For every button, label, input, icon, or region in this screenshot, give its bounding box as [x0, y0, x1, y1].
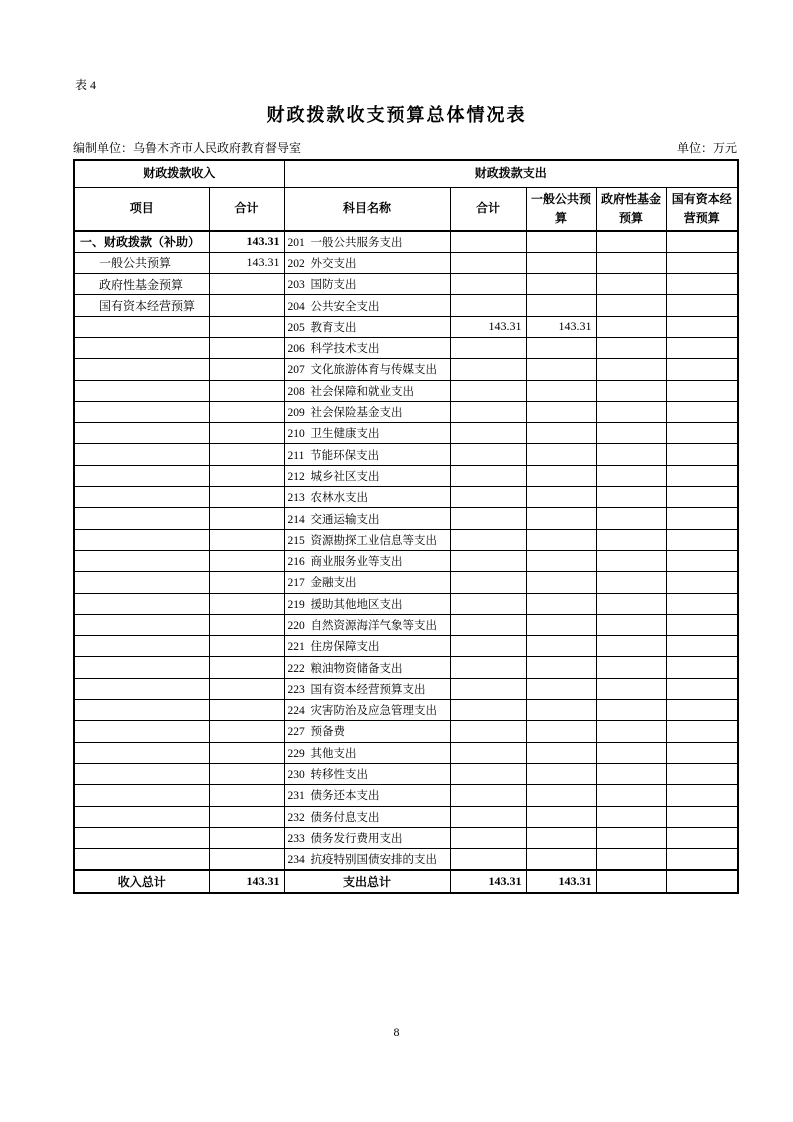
expense-govfund-budget-cell: [596, 614, 666, 635]
expense-general-budget-cell: [526, 380, 596, 401]
expense-govfund-budget-cell: [596, 785, 666, 806]
expense-subject-cell: 205 教育支出: [284, 316, 450, 337]
table-row: [74, 444, 738, 465]
income-item-cell: [74, 785, 209, 806]
expense-total-cell: [450, 508, 526, 529]
expense-subject-cell: 219 援助其他地区支出: [284, 593, 450, 614]
table-row: [74, 614, 738, 635]
expense-govfund-budget-cell: [596, 401, 666, 422]
income-item-cell: [74, 827, 209, 848]
expense-general-budget-cell: [526, 465, 596, 486]
expense-general-budget-cell: 143.31: [526, 316, 596, 337]
table-row: [74, 849, 738, 870]
expense-subject-cell: 203 国防支出: [284, 274, 450, 295]
income-item-cell: [74, 529, 209, 550]
expense-subject-cell: 234 抗疫特别国债安排的支出: [284, 849, 450, 870]
expense-total-cell: [450, 295, 526, 316]
unit-label: 单位：万元: [676, 141, 737, 155]
expense-govfund-budget-cell: [596, 252, 666, 273]
table-row: [74, 465, 738, 486]
expense-general-budget-cell: [526, 444, 596, 465]
expense-subject-cell: 209 社会保险基金支出: [284, 401, 450, 422]
income-item-cell: [74, 678, 209, 699]
expense-govfund-budget-cell: [596, 274, 666, 295]
income-item-cell: [74, 316, 209, 337]
expense-capital-budget-cell: [666, 572, 738, 593]
income-total-cell: [209, 678, 284, 699]
table-row: [74, 401, 738, 422]
page-title: 财政拨款收支预算总体情况表: [266, 105, 527, 125]
income-total-cell: [209, 274, 284, 295]
expense-capital-budget-cell: [666, 337, 738, 358]
expense-general-budget-cell: [526, 231, 596, 252]
table-row: [74, 636, 738, 657]
expense-general-budget-cell: [526, 700, 596, 721]
expense-capital-budget-cell: [666, 359, 738, 380]
expense-general-budget-cell: [526, 359, 596, 380]
income-total-cell: [209, 700, 284, 721]
expense-general-budget-cell: [526, 806, 596, 827]
income-total-cell: [209, 593, 284, 614]
expense-total-cell: [450, 465, 526, 486]
expense-total-cell: [450, 657, 526, 678]
table-row: [74, 763, 738, 784]
expense-govfund-budget-cell: [596, 465, 666, 486]
expense-subject-cell: 222 粮油物资储备支出: [284, 657, 450, 678]
expense-govfund-budget-cell: [596, 742, 666, 763]
expense-govfund-budget-cell: [596, 231, 666, 252]
income-item-cell: 政府性基金预算: [74, 274, 209, 295]
expense-general-budget-cell: [526, 763, 596, 784]
prepared-by-label: 编制单位：乌鲁木齐市人民政府教育督导室: [73, 141, 302, 155]
income-item-cell: [74, 380, 209, 401]
expense-subject-cell: 204 公共安全支出: [284, 295, 450, 316]
table-number-label: 表 4: [75, 78, 97, 92]
expense-capital-budget-cell: [666, 721, 738, 742]
table-row: [74, 529, 738, 550]
income-item-cell: [74, 337, 209, 358]
expense-general-budget-cell: [526, 636, 596, 657]
col-header-capital-budget: 国有资本经营预算: [666, 187, 738, 231]
income-item-cell: [74, 763, 209, 784]
expense-capital-budget-cell: [666, 487, 738, 508]
income-total-cell: [209, 380, 284, 401]
expense-general-budget-cell: [526, 593, 596, 614]
income-total-cell: [209, 444, 284, 465]
expense-total-cell: [450, 444, 526, 465]
expense-capital-budget-cell: [666, 316, 738, 337]
expense-total-cell: [450, 785, 526, 806]
expense-total-cell: [450, 593, 526, 614]
table-row: [74, 550, 738, 571]
total-row: [74, 870, 738, 893]
income-total-cell: [209, 636, 284, 657]
expense-govfund-budget-cell: [596, 550, 666, 571]
table-row: [74, 785, 738, 806]
expense-govfund-budget-cell: [596, 827, 666, 848]
expense-subject-cell: 227 预备费: [284, 721, 450, 742]
income-item-cell: 国有资本经营预算: [74, 295, 209, 316]
table-row: [74, 678, 738, 699]
expense-total-cell: [450, 380, 526, 401]
table-row: [74, 593, 738, 614]
expense-capital-budget-cell: [666, 423, 738, 444]
expense-total-cell: [450, 636, 526, 657]
col-header-income-total: 合计: [209, 187, 284, 231]
table-row: [74, 231, 738, 252]
expense-subject-cell: 231 债务还本支出: [284, 785, 450, 806]
expense-capital-budget-cell: [666, 444, 738, 465]
income-item-cell: [74, 508, 209, 529]
meta-row: [73, 139, 737, 156]
expense-total-cell: [450, 806, 526, 827]
expense-govfund-budget-cell: [596, 316, 666, 337]
expense-total-cell: [450, 550, 526, 571]
expense-capital-budget-cell: [666, 295, 738, 316]
income-item-cell: [74, 700, 209, 721]
expense-govfund-budget-cell: [596, 572, 666, 593]
col-header-subject: 科目名称: [284, 187, 450, 231]
expense-govfund-budget-cell: [596, 849, 666, 870]
expense-capital-budget-cell: [666, 508, 738, 529]
income-total-cell: [209, 337, 284, 358]
expense-subject-cell: 216 商业服务业等支出: [284, 550, 450, 571]
income-item-cell: [74, 636, 209, 657]
expense-total-cell: 143.31: [450, 316, 526, 337]
income-total-cell: [209, 614, 284, 635]
expense-govfund-budget-cell: [596, 657, 666, 678]
income-grand-total-value: 143.31: [209, 870, 284, 893]
income-item-cell: [74, 401, 209, 422]
income-total-cell: [209, 316, 284, 337]
table-row: [74, 572, 738, 593]
income-total-cell: [209, 550, 284, 571]
expense-govfund-budget-cell: [596, 423, 666, 444]
income-total-cell: [209, 849, 284, 870]
expense-grand-total-govfund: [596, 870, 666, 893]
expense-total-cell: [450, 614, 526, 635]
income-total-cell: [209, 359, 284, 380]
expense-govfund-budget-cell: [596, 337, 666, 358]
income-total-cell: [209, 806, 284, 827]
expense-group-header: 财政拨款支出: [284, 160, 738, 187]
income-item-cell: [74, 593, 209, 614]
expense-govfund-budget-cell: [596, 529, 666, 550]
income-total-cell: [209, 529, 284, 550]
expense-subject-cell: 223 国有资本经营预算支出: [284, 678, 450, 699]
table-row: [74, 380, 738, 401]
expense-total-cell: [450, 252, 526, 273]
expense-capital-budget-cell: [666, 849, 738, 870]
income-item-cell: [74, 359, 209, 380]
expense-subject-cell: 229 其他支出: [284, 742, 450, 763]
expense-grand-total-capital: [666, 870, 738, 893]
col-header-item: 项目: [74, 187, 209, 231]
expense-subject-cell: 210 卫生健康支出: [284, 423, 450, 444]
expense-subject-cell: 220 自然资源海洋气象等支出: [284, 614, 450, 635]
expense-total-cell: [450, 678, 526, 699]
expense-subject-cell: 230 转移性支出: [284, 763, 450, 784]
expense-general-budget-cell: [526, 274, 596, 295]
expense-subject-cell: 217 金融支出: [284, 572, 450, 593]
page-number: 8: [393, 1025, 400, 1039]
expense-general-budget-cell: [526, 423, 596, 444]
expense-capital-budget-cell: [666, 827, 738, 848]
table-row: [74, 657, 738, 678]
expense-capital-budget-cell: [666, 593, 738, 614]
income-item-cell: [74, 657, 209, 678]
expense-general-budget-cell: [526, 657, 596, 678]
table-row: [74, 721, 738, 742]
table-row: [74, 700, 738, 721]
expense-total-cell: [450, 359, 526, 380]
expense-subject-cell: 207 文化旅游体育与传媒支出: [284, 359, 450, 380]
income-total-cell: [209, 572, 284, 593]
income-total-cell: 143.31: [209, 252, 284, 273]
income-total-cell: [209, 295, 284, 316]
expense-subject-cell: 213 农林水支出: [284, 487, 450, 508]
col-header-expense-total: 合计: [450, 187, 526, 231]
expense-capital-budget-cell: [666, 529, 738, 550]
expense-subject-cell: 201 一般公共服务支出: [284, 231, 450, 252]
expense-capital-budget-cell: [666, 785, 738, 806]
table-row: [74, 274, 738, 295]
income-item-cell: [74, 742, 209, 763]
expense-capital-budget-cell: [666, 636, 738, 657]
expense-subject-cell: 214 交通运输支出: [284, 508, 450, 529]
expense-subject-cell: 233 债务发行费用支出: [284, 827, 450, 848]
expense-capital-budget-cell: [666, 550, 738, 571]
expense-general-budget-cell: [526, 508, 596, 529]
expense-subject-cell: 206 科学技术支出: [284, 337, 450, 358]
expense-capital-budget-cell: [666, 252, 738, 273]
expense-total-cell: [450, 700, 526, 721]
expense-capital-budget-cell: [666, 401, 738, 422]
col-header-general-budget: 一般公共预算: [526, 187, 596, 231]
income-item-cell: [74, 614, 209, 635]
income-item-cell: [74, 572, 209, 593]
col-header-govfund-budget: 政府性基金预算: [596, 187, 666, 231]
income-item-cell: [74, 465, 209, 486]
expense-general-budget-cell: [526, 572, 596, 593]
expense-govfund-budget-cell: [596, 295, 666, 316]
table-row: [74, 295, 738, 316]
income-item-cell: [74, 550, 209, 571]
expense-govfund-budget-cell: [596, 700, 666, 721]
income-total-cell: [209, 508, 284, 529]
expense-subject-cell: 221 住房保障支出: [284, 636, 450, 657]
income-grand-total-label: 收入总计: [74, 870, 209, 893]
expense-govfund-budget-cell: [596, 487, 666, 508]
budget-table: [73, 159, 739, 894]
expense-general-budget-cell: [526, 849, 596, 870]
table-row: [74, 252, 738, 273]
income-total-cell: [209, 721, 284, 742]
expense-subject-cell: 211 节能环保支出: [284, 444, 450, 465]
expense-general-budget-cell: [526, 529, 596, 550]
income-total-cell: [209, 423, 284, 444]
expense-total-cell: [450, 827, 526, 848]
expense-capital-budget-cell: [666, 614, 738, 635]
income-total-cell: [209, 465, 284, 486]
table-row: [74, 508, 738, 529]
income-item-cell: 一、财政拨款（补助）: [74, 231, 209, 252]
expense-govfund-budget-cell: [596, 508, 666, 529]
expense-general-budget-cell: [526, 295, 596, 316]
expense-capital-budget-cell: [666, 657, 738, 678]
income-group-header: 财政拨款收入: [74, 160, 284, 187]
expense-general-budget-cell: [526, 742, 596, 763]
income-item-cell: [74, 487, 209, 508]
income-total-cell: [209, 487, 284, 508]
expense-total-cell: [450, 487, 526, 508]
expense-general-budget-cell: [526, 614, 596, 635]
expense-total-cell: [450, 763, 526, 784]
table-row: [74, 827, 738, 848]
expense-general-budget-cell: [526, 401, 596, 422]
expense-general-budget-cell: [526, 337, 596, 358]
expense-govfund-budget-cell: [596, 636, 666, 657]
expense-subject-cell: 208 社会保障和就业支出: [284, 380, 450, 401]
table-body: [74, 231, 738, 893]
income-item-cell: [74, 423, 209, 444]
expense-capital-budget-cell: [666, 678, 738, 699]
income-item-cell: [74, 806, 209, 827]
expense-grand-total-value: 143.31: [450, 870, 526, 893]
income-total-cell: 143.31: [209, 231, 284, 252]
expense-total-cell: [450, 401, 526, 422]
table-row: [74, 423, 738, 444]
expense-general-budget-cell: [526, 721, 596, 742]
expense-general-budget-cell: [526, 678, 596, 699]
income-item-cell: [74, 444, 209, 465]
expense-govfund-budget-cell: [596, 678, 666, 699]
expense-govfund-budget-cell: [596, 380, 666, 401]
expense-capital-budget-cell: [666, 274, 738, 295]
expense-govfund-budget-cell: [596, 806, 666, 827]
income-total-cell: [209, 401, 284, 422]
expense-govfund-budget-cell: [596, 593, 666, 614]
expense-capital-budget-cell: [666, 742, 738, 763]
expense-general-budget-cell: [526, 827, 596, 848]
table-row: [74, 487, 738, 508]
income-item-cell: [74, 849, 209, 870]
expense-subject-cell: 224 灾害防治及应急管理支出: [284, 700, 450, 721]
expense-total-cell: [450, 337, 526, 358]
expense-govfund-budget-cell: [596, 359, 666, 380]
table-row: [74, 742, 738, 763]
expense-subject-cell: 202 外交支出: [284, 252, 450, 273]
income-total-cell: [209, 742, 284, 763]
expense-total-cell: [450, 274, 526, 295]
expense-capital-budget-cell: [666, 231, 738, 252]
income-total-cell: [209, 657, 284, 678]
expense-grand-total-general: 143.31: [526, 870, 596, 893]
expense-total-cell: [450, 423, 526, 444]
expense-total-cell: [450, 742, 526, 763]
expense-general-budget-cell: [526, 252, 596, 273]
expense-subject-cell: 212 城乡社区支出: [284, 465, 450, 486]
table-row: [74, 359, 738, 380]
table-row: [74, 337, 738, 358]
income-item-cell: 一般公共预算: [74, 252, 209, 273]
expense-total-cell: [450, 849, 526, 870]
expense-general-budget-cell: [526, 550, 596, 571]
expense-total-cell: [450, 231, 526, 252]
expense-capital-budget-cell: [666, 465, 738, 486]
income-total-cell: [209, 763, 284, 784]
expense-general-budget-cell: [526, 487, 596, 508]
income-total-cell: [209, 827, 284, 848]
expense-govfund-budget-cell: [596, 763, 666, 784]
group-header-row: [74, 160, 738, 187]
expense-grand-total-label: 支出总计: [284, 870, 450, 893]
expense-govfund-budget-cell: [596, 444, 666, 465]
table-row: [74, 316, 738, 337]
expense-total-cell: [450, 572, 526, 593]
expense-total-cell: [450, 529, 526, 550]
column-header-row: [74, 187, 738, 231]
expense-capital-budget-cell: [666, 763, 738, 784]
expense-general-budget-cell: [526, 785, 596, 806]
expense-govfund-budget-cell: [596, 721, 666, 742]
income-item-cell: [74, 721, 209, 742]
expense-total-cell: [450, 721, 526, 742]
expense-capital-budget-cell: [666, 806, 738, 827]
expense-subject-cell: 232 债务付息支出: [284, 806, 450, 827]
expense-capital-budget-cell: [666, 700, 738, 721]
income-total-cell: [209, 785, 284, 806]
expense-capital-budget-cell: [666, 380, 738, 401]
expense-subject-cell: 215 资源勘探工业信息等支出: [284, 529, 450, 550]
table-row: [74, 806, 738, 827]
